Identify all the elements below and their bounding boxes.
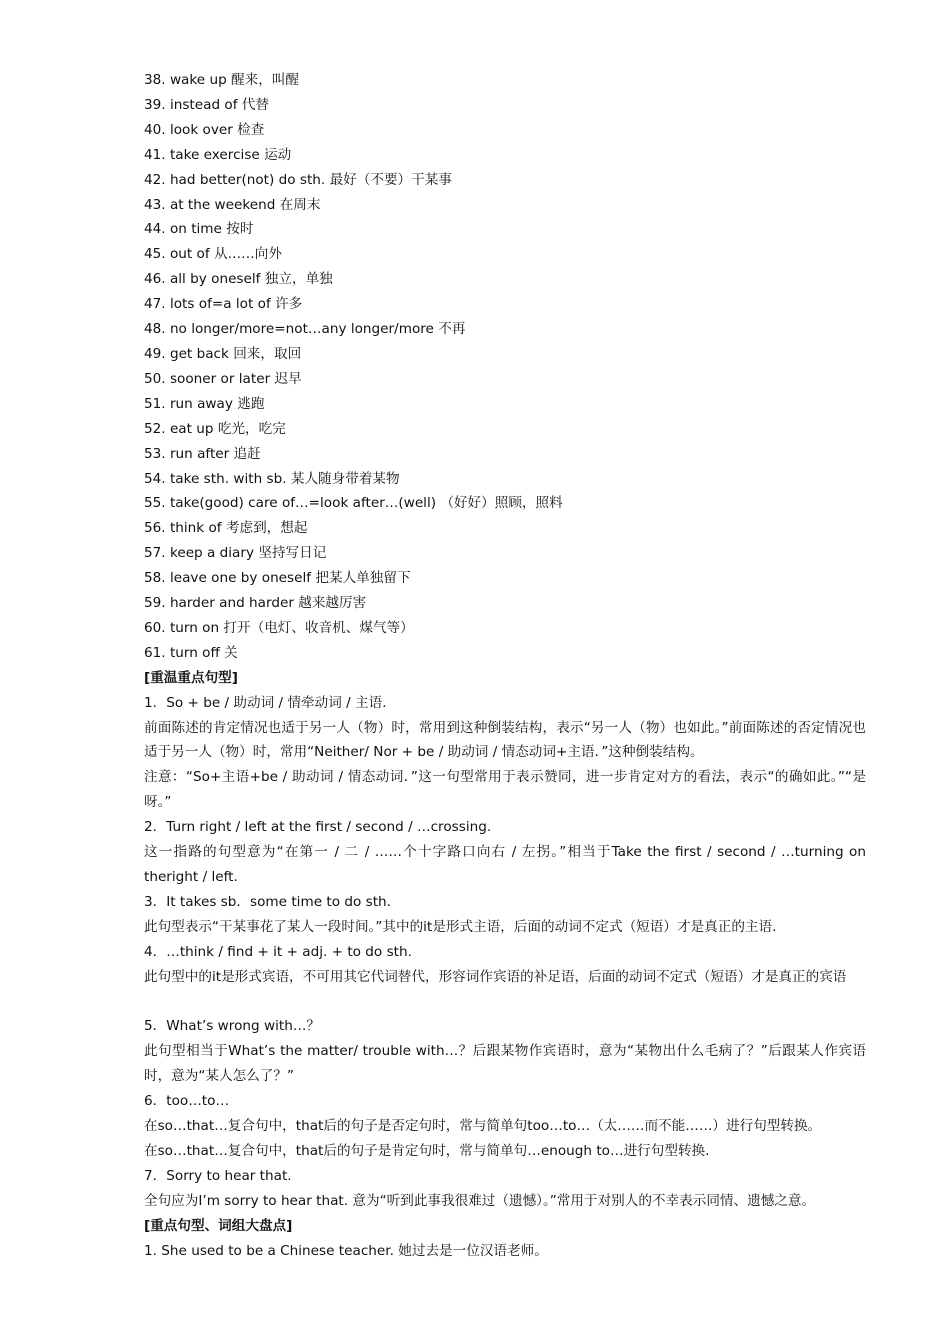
pattern-title: 7．Sorry to hear that. (144, 1167, 292, 1184)
pattern-explanation: 全句应为I’m sorry to hear that. 意为“听到此事我很难过（遗憾）。”常用于对别人的不幸表示同情、遗憾之意。 (144, 1192, 816, 1209)
list-item: 57. keep a diary 坚持写日记 (144, 545, 327, 562)
pattern-title: 5．What’s wrong with…？ (144, 1018, 321, 1035)
pattern-title: 4．…think / find + it + adj. + to do sth. (144, 943, 412, 960)
list-item: 45. out of 从……向外 (144, 246, 282, 263)
list-item: 43. at the weekend 在周末 (144, 196, 321, 213)
list-item: 38. wake up 醒来，叫醒 (144, 72, 299, 88)
pattern-explanation: 此句型中的it是形式宾语，不可用其它代词替代，形容词作宾语的补足语，后面的动词不定式（短语）才是真正的宾语 (144, 968, 847, 985)
document-page (144, 68, 866, 1263)
list-item: 41. take exercise 运动 (144, 146, 292, 163)
section-heading: [重点句型、词组大盘点] (144, 1217, 293, 1234)
list-item: 46. all by oneself 独立，单独 (144, 271, 333, 288)
phrase-list (144, 68, 866, 666)
pattern-title: 2．Turn right / left at the first / second / …crossing. (144, 819, 492, 836)
review-section (144, 1214, 866, 1264)
list-item: 54. take sth. with sb. 某人随身带着某物 (144, 470, 400, 487)
list-item: 56. think of 考虑到，想起 (144, 520, 308, 537)
list-item: 58. leave one by oneself 把某人单独留下 (144, 570, 411, 587)
list-item: 49. get back 回来，取回 (144, 345, 302, 362)
list-item: 61. turn off 关 (144, 644, 238, 661)
list-item: 50. sooner or later 迟早 (144, 370, 302, 387)
list-item: 40. look over 检查 (144, 121, 265, 138)
list-item: 47. lots of=a lot of 许多 (144, 296, 303, 313)
list-item: 55. take(good) care of…=look after…(well) （好好）照顾，照料 (144, 495, 563, 512)
list-item: 39. instead of 代替 (144, 96, 269, 113)
list-item: 48. no longer/more=not…any longer/more 不再 (144, 321, 466, 338)
list-item: 42. had better(not) do sth. 最好（不要）干某事 (144, 171, 452, 188)
section-heading: [重温重点句型] (144, 669, 238, 686)
pattern-title: 3．It takes sb．some time to do sth． (144, 893, 401, 910)
example-sentence: 1. She used to be a Chinese teacher. 她过去是一位汉语老师。 (144, 1242, 548, 1259)
pattern-explanation: 此句型相当于What’s the matter/ trouble with…？后跟某物作宾语时，意为“某物出什么毛病了？”后跟某人作宾语时，意为“某人怎么了？” (144, 1043, 866, 1085)
list-item: 60. turn on 打开（电灯、收音机、煤气等） (144, 619, 414, 636)
pattern-note: 注意：“So+主语+be / 助动词 / 情态动词．”这一句型常用于表示赞同，进一步肯定对方的看法，表示“的确如此。”“是呀。” (144, 769, 866, 811)
list-item: 51. run away 逃跑 (144, 395, 265, 412)
list-item: 53. run after 追赶 (144, 445, 261, 462)
pattern-title: 1．So + be / 助动词 / 情牵动词 / 主语． (144, 694, 396, 711)
pattern-explanation: 在so…that…复合句中，that后的句子是肯定句时，常与简单句…enough to…进行句型转换. (144, 1142, 710, 1159)
pattern-explanation: 这一指路的句型意为“在第一 / 二 / ……个十字路口向右 / 左拐。”相当于Take the first / second / …turning on theright / left. (144, 844, 866, 885)
key-sentence-patterns-section (144, 666, 866, 1214)
pattern-title: 6．too…to… (144, 1093, 230, 1110)
list-item: 52. eat up 吃光，吃完 (144, 420, 286, 437)
blank-line (144, 990, 866, 1015)
pattern-explanation: 在so…that…复合句中，that后的句子是否定句时，常与简单句too…to…（太……而不能……）进行句型转换。 (144, 1118, 822, 1135)
pattern-explanation: 前面陈述的肯定情况也适于另一人（物）时，常用到这种倒装结构，表示“另一人（物）也如此。”前面陈述的否定情况也适于另一人（物）时，常用“Neither/ Nor + be / 助动词 / 情态动词+主语．”这种倒装结构。 (144, 719, 866, 761)
list-item: 44. on time 按时 (144, 221, 254, 238)
list-item: 59. harder and harder 越来越厉害 (144, 595, 367, 612)
pattern-explanation: 此句型表示“干某事花了某人一段时间。”其中的it是形式主语，后面的动词不定式（短语）才是真正的主语. (144, 918, 777, 935)
